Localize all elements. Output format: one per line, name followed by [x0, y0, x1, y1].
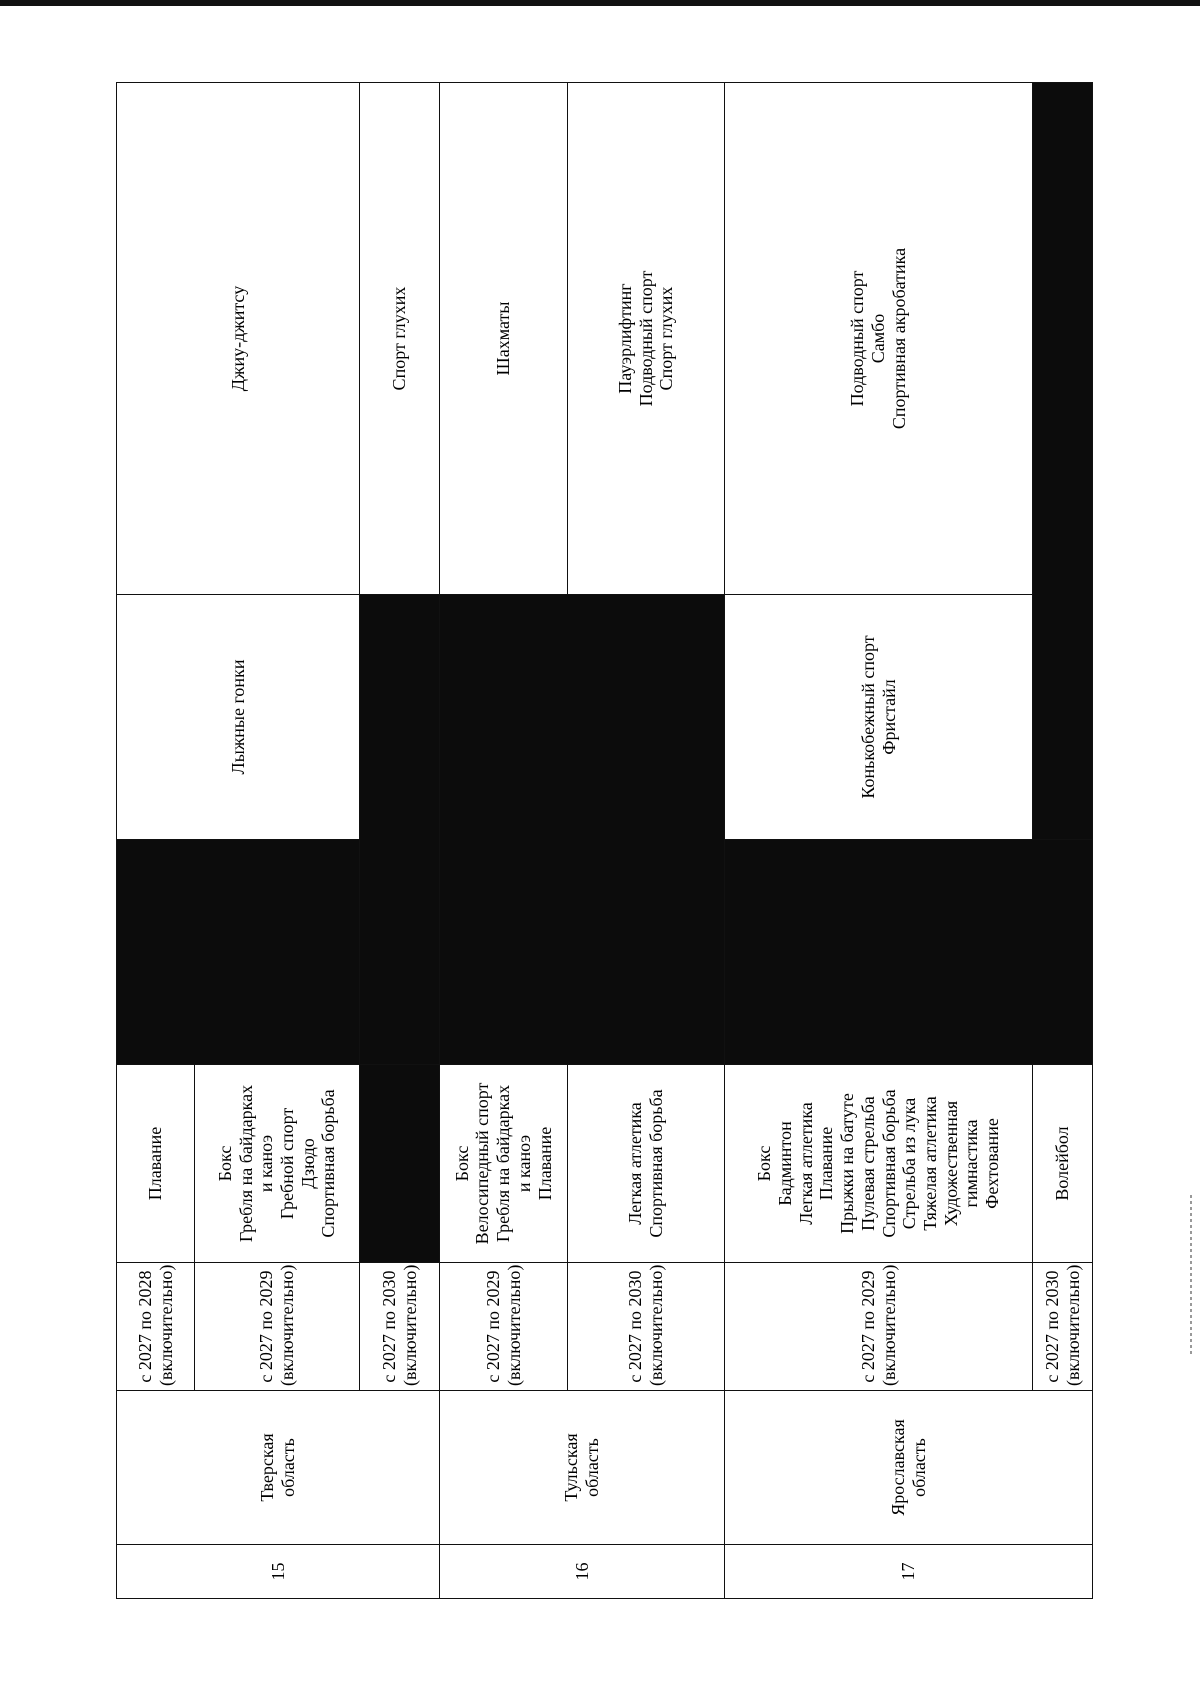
row-number: 16 — [440, 1545, 725, 1599]
redacted-block — [360, 595, 440, 1065]
sports-cell: Конькобежный спорт Фристайл — [725, 595, 1033, 840]
period-cell: с 2027 по 2029 (включительно) — [725, 1263, 1033, 1391]
sports-cell: Легкая атлетика Спортивная борьба — [568, 1065, 725, 1263]
period-cell: с 2027 по 2029 (включительно) — [195, 1263, 360, 1391]
sports-cell: Волейбол — [1033, 1065, 1093, 1263]
region-name: Тульская область — [440, 1391, 725, 1545]
table-row — [440, 83, 568, 1599]
sports-cell: Джиу-джитсу — [117, 83, 360, 595]
sports-cell: Бокс Бадминтон Легкая атлетика Плавание Прыжки на батуте Пулевая стрельба Спортивная борьба Стрельба из лука Тяжелая атлетика Художественная гимнастика Фехтование — [725, 1065, 1033, 1263]
rotated-table-wrapper — [116, 83, 1083, 1599]
redacted-block — [725, 840, 1093, 1065]
scan-top-edge — [0, 0, 1200, 6]
region-name: Ярославская область — [725, 1391, 1093, 1545]
period-cell: с 2027 по 2030 (включительно) — [1033, 1263, 1093, 1391]
redacted-block — [360, 1065, 440, 1263]
period-cell: с 2027 по 2029 (включительно) — [440, 1263, 568, 1391]
sports-cell: Бокс Велосипедный спорт Гребля на байдарках и каноэ Плавание — [440, 1065, 568, 1263]
row-number: 15 — [117, 1545, 440, 1599]
redacted-block — [1033, 83, 1093, 840]
rotated-table-stage — [116, 83, 1083, 1599]
region-name: Тверская область — [117, 1391, 440, 1545]
sports-cell: Спорт глухих — [360, 83, 440, 595]
sports-cell: Подводный спорт Самбо Спортивная акробатика — [725, 83, 1033, 595]
period-cell: с 2027 по 2030 (включительно) — [568, 1263, 725, 1391]
period-cell: с 2027 по 2030 (включительно) — [360, 1263, 440, 1391]
scan-edge-mark — [1190, 1195, 1192, 1355]
redacted-block — [440, 595, 725, 1065]
redacted-block — [117, 840, 360, 1065]
period-cell: с 2027 по 2028 (включительно) — [117, 1263, 195, 1391]
regions-sports-table — [116, 82, 1093, 1599]
sports-cell: Пауэрлифтинг Подводный спорт Спорт глухих — [568, 83, 725, 595]
table-row — [360, 83, 440, 1599]
table-row — [725, 83, 1033, 1599]
sports-cell: Лыжные гонки — [117, 595, 360, 840]
sports-cell: Плавание — [117, 1065, 195, 1263]
sports-cell: Бокс Гребля на байдарках и каноэ Гребной спорт Дзюдо Спортивная борьба — [195, 1065, 360, 1263]
row-number: 17 — [725, 1545, 1093, 1599]
table-row — [117, 83, 195, 1599]
sports-cell: Шахматы — [440, 83, 568, 595]
